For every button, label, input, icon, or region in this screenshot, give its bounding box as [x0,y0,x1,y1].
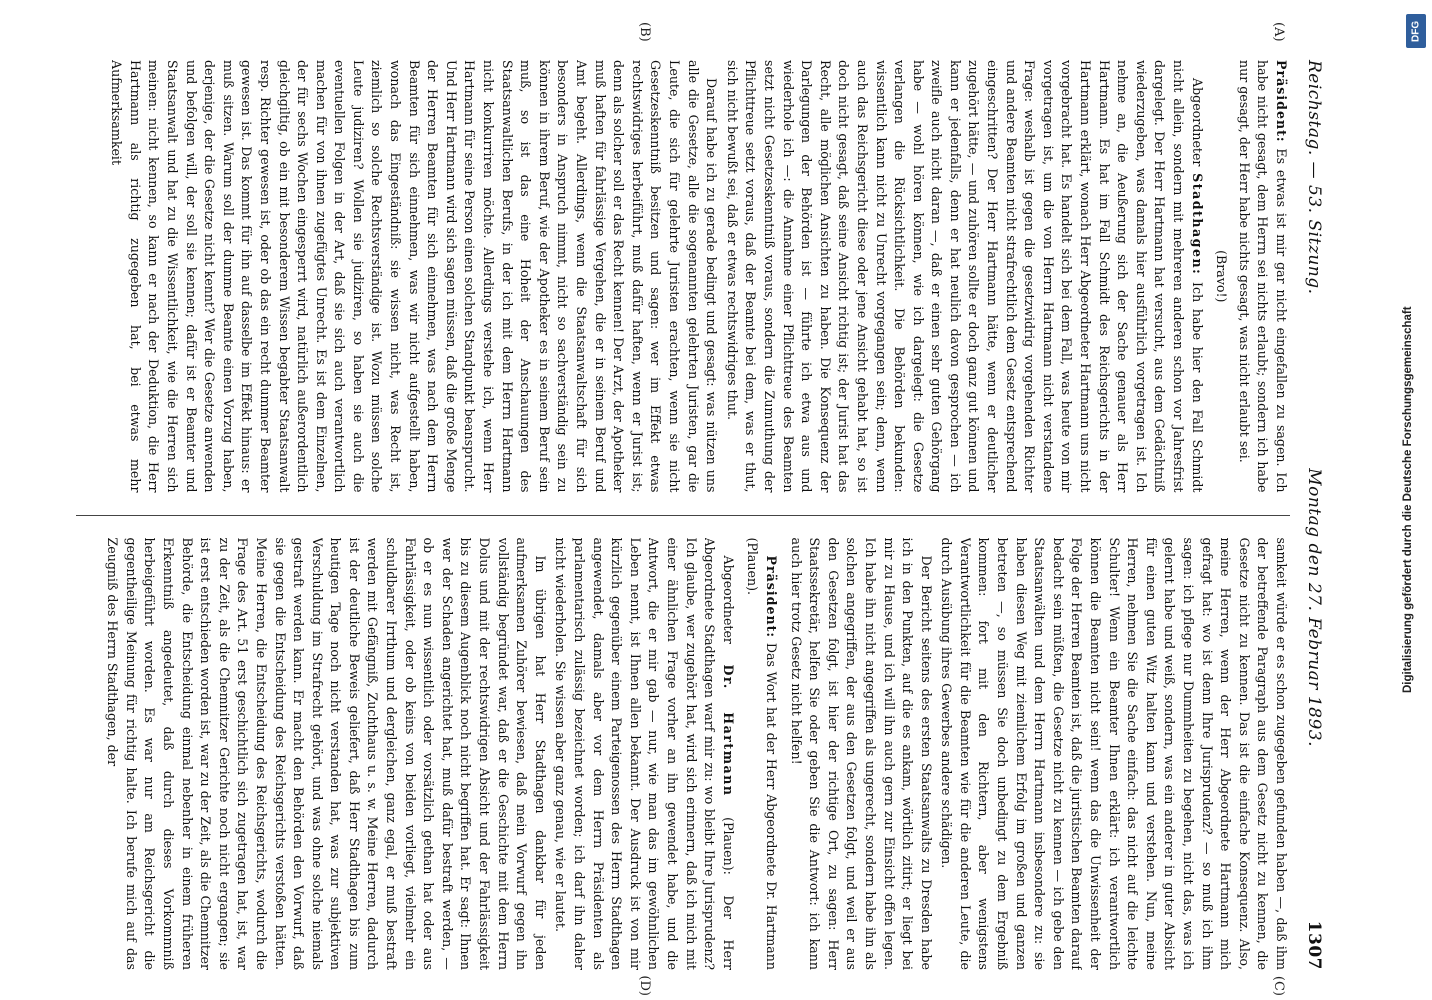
paragraph-text: Ich habe hier den Fall Schmidt nicht allein, sondern mit mehreren anderen schon vor Jahresfrist dargelegt. Der Herr Hartmann hat versucht, aus dem Gedächtniß wiederzugeben, was damals hier ausführlich vorgetragen ist. Ich nehme an, die Aeußerung sich der Sache genauer als Herr Hartmann. Es hat im Fall Schmidt des Reichsgerichts in der Hartmann erklärt, wonach Herr Abgeordneter Hartmann uns nicht vorgebracht hat. Es handelt sich bei dem Fall, was heute von mir vorgetragen ist, um die von Herrn Hartmann nicht verstandene Frage: weshalb ist gegen die gesetzwidrig vorgehenden Richter und andere Beamten nicht strafrechtlich dem Gesetz entsprechend eingeschritten? Der Herr Hartmann hätte, wenn er deutlicher zugehört hätte, — und zuhören sollte er doch ganz gut können und kann er jedenfalls, denn er hat neulich davon gesprochen — ich zweifle auch nicht daran —, daß er einen sehr guten Gehörgang habe — wohl hören können, wie ich dargelegt: die Gesetze verlangen die Rücksichtlichkeit. Die Behörden bekunden: wissentlich kann nicht zu Unrecht vorgegangen sein; denn, wenn auch das Reichsgericht diese oder jene Ansicht gehabt hat, so ist doch nicht gesagt, daß seine Ansicht richtig ist; der Jurist hat das Recht, alle möglichen Ansichten zu haben. Die Konsequenz der Darlegungen der Behörden ist — führte ich etwa aus und wiederhole ich —: die Annahme einer Pflichttreue des Beamten setzt nicht Gesetzeskenntniß voraus, sondern die Zumuthung der Pflichttreue setzt voraus, daß der Beamte bei dem, was er thut, sich nicht bewußt sei, daß er etwas rechtswidriges thut. [724,60,1205,493]
digitization-credit: Digitalisierung gefördert durch die Deutsche Forschungsgemeinschaft [1402,306,1414,694]
page-header [1298,60,1324,970]
paragraph-text: Im übrigen hat Herr Stadthagen dankbar für jeden aufmerksamen Zuhörer bewiesen, daß mein Vorwurf gegen ihn vollständig begründet war, daß er die Geschichte mit dem Herrn Dolus und mit der rechtswidrigen Absicht und der Fahrlässigkeit bis zu diesem Augenblick noch nicht begriffen hat. Er sagt: Ihnen wer der Schaden angerichtet hat, muß dafür bestraft werden, — ob er es nun wissentlich oder vorsätzlich gethan hat oder aus Fahrlässigkeit, oder ob keins von beiden vorliegt, vielmehr ein schuldbarer Irrthum und dergleichen, ganz egal, er muß bestraft werden mit Gefängniß, Zuchthaus u. s. w. Meine Herren, dadurch ist der deutliche Beweis geliefert, daß Herr Stadthagen bis zum heutigen Tage noch nicht verstanden hat, was zur subjektiven Verschuldung im Strafrecht gehört, und was ohne solche niemals gestraft werden kann. Er macht den Behörden den Vorwurf, daß sie gegen die Entscheidung des Reichsgerichts verstoßen hätten. Meine Herren, die Entscheidung des Reichsgerichts, wodurch die Frage des Art. 51 erst geschichtlich sich zugetragen hat, ist, war zu der Zeit, als die Chemnitzer Gerichte noch nicht ergangen; sie ist erst entschieden worden ist, war zu der Zeit, als die Chemnitzer Behörde, die Entscheidung einmal nebenher in einem früheren Erkenntniß angedeutet, daß durch dieses Vorkommniß herbeigeführt worden. Es war nur am Reichsgericht die gegentheilige Meinung für richtig halte. Ich berufe mich auf das Zeugniß des Herrn Stadthagen, der [105,537,548,970]
paragraph [107,60,721,493]
interjection: (Bravo!) [1214,250,1230,303]
speaker-label: Präsident: [763,555,779,639]
speaker-lead: Abgeordneter [1189,78,1205,167]
text-columns [76,60,1290,970]
margin-marker-b: (B) [637,22,652,42]
paragraph-text: samkeit würde er es schon zugegeben gefunden haben —, daß ihm der betreffende Paragraph aus dem Gesetz nicht zu kennen, die Gesetze nicht zu kennen. Das ist die einfache Konsequenz. Also, meine Herren, wenn der Herr Abgeordnete Hartmann mich gefragt hat: wo ist denn Ihre Jurisprudenz? — so muß ich ihm sagen: ich pflege nur Dummheiten zu begehen, nicht das, was ich gelernt habe und weiß, sondern, was ein anderer in guter Absicht für einen guten Witz halten kann und verstehen. Nun, meine Herren, nehmen Sie die Sache einfach: das nicht auf die leichte Schulter! Wenn ein Beamter Ihnen erklärt: ich verantwortlich können die Beamten nicht sein! wenn das die Unwissenheit der Folge der Herren Beamten ist, daß die juristischen Beamten darauf bedacht sein müßten, die Gesetze nicht zu kennen — ich gebe den Staatsanwälten und dem Herrn Hartmann insbesondere zu: sie haben diesen Weg mit ziemlichem Erfolg im großen und ganzen betreten —, so müssen Sie doch unbedingt zu dem Ergebniß kommen: fort mit den Richtern, aber wenigstens Verantwortlichkeit für die Beamten wie für die anderen Leute, die durch Ausübung ihres Gewerbes andere schädigen. [939,537,1289,970]
paragraph-text: Darauf habe ich zu gerade bedingt und gesagt: was nützen uns alle die Gesetze, alle die sogenannten gelehrten Juristen, gar die Leute, die sich für gelehrte Juristen erachten, wenn sie nicht Gesetzeskenntniß besitzen und sagen: wer im Effekt etwas rechtswidriges herbeiführt, muß dafür haften, wenn er Jurist ist; denn als solcher soll er das Recht kennen! Der Arzt, der Apotheker muß haften für fahrlässige Vergehen, die er in seinem Beruf und Amt begeht. Allerdings, wenn die Staatsanwaltschaft für sich besonders in Anspruch nimmt, nicht so sachverständig sein zu können in ihrem Beruf, wie der Apotheker es in seinem Beruf sein muß, so ist das eine Hoheit der Anschauungen des Staatsanwaltlichen Berufs, in der ich mit dem Herrn Hartmann nicht konkurriren möchte. Allerdings verstehe ich, wenn Herr Hartmann für seine Person einen solchen Standpunkt beansprucht. Und Herr Hartmann wird sich sagen müssen, daß die große Menge der Herren Beamten für sich einnehmen, was nach dem Herrn Beamten für sich einnehmen, was wir nicht aufgestellt haben, wonach das Eingeständniß: sie wissen nicht, was Recht ist, ziemlich so solche Rechtsverständige ist. Wozu müssen solche Leute judiziren? Wollen sie judiziren, so haben sie auch die eventuellen Folgen in der Art, daß sie sich auch verantwortlich machen für von ihnen zugefügtes Unrecht. Es ist dem Einzelnen, der für sechs Wochen eingesperrt wird, natürlich außerordentlich gleichgiltig, ob ein mit besonderem Wissen begabter Staatsanwalt resp. Richter gewesen ist, oder ob das ein recht dummer Beamter gewesen ist. Das kommt für ihn auf dasselbe im Effekt hinaus: er muß sitzen. Warum soll der dumme Beamte einen Vorzug haben, derjenige, der die Gesetze nicht kennt? Wer die Gesetze anwenden und befolgen will, der soll sie kennen; dafür ist er Beamter und Staatsanwalt und hat zu die Wissentlichkeit, wie die Herren sich meinen: nicht kennen, so kann er nach der Deduktion, die Herr Hartmann als richtig zugegeben hat, bei etwas mehr Aufmerksamkeit [109,60,720,493]
right-column [76,538,1290,971]
paragraph-text: Es etwas ist mir gar nicht eingefallen zu sagen. Ich habe nicht gesagt, dem Herrn sei nichts erlaubt; sondern ich habe nur gesagt, der Herr habe nichts gesagt, was nicht erlaubt sei. [1236,60,1289,493]
paragraph [722,60,1205,493]
column-divider [76,515,1290,516]
margin-marker-a: (A) [1271,22,1286,42]
speaker-lead: Abgeordneter [720,555,736,644]
margin-marker-d: (D) [637,975,652,996]
page-number: 1307 [1304,920,1324,970]
speaker-label: Stadthagen: [1189,173,1205,276]
dfg-logo: DFG [1406,14,1426,48]
paragraph [743,538,780,971]
paragraph [786,538,935,971]
left-column [76,60,1290,493]
margin-marker-c: (C) [1271,975,1286,996]
paragraph [103,538,549,971]
paragraph-text: Der Bericht seitens des ersten Staatsanwalts zu Dresden habe ich in den Punkten, auf die es ankam, wörtlich zitirt; er liegt bei mir zu Hause, und ich will ihn auch gern zur Einsicht offen legen. Ich habe ihn nicht angegriffen als ungerecht, sondern habe ihn als solchen angegriffen, der aus den Gesetzen folgt, und weil er aus den Gesetzen folgt, ist hier der richtige Ort, zu sagen: Herr Staatssekretär, helfen Sie oder geben Sie die Antwort: ich kann auch hier trotz Gesetz nicht helfen! [788,537,934,970]
header-title: Reichstag. — 53. Sitzung. [1304,60,1324,295]
scanned-page [52,0,1342,1000]
paragraph [937,538,1290,971]
header-date: Montag den 27. Februar 1893. [1304,468,1324,747]
speaker-label: Dr. Hartmann [720,664,736,797]
paragraph [1234,60,1290,493]
paragraph-text: (Plauen): Der Herr Abgeordnete Stadthagen warf mir zu: wo bleibt Ihre Jurisprudenz? Ich glaube, wer zugehört hat, wird sich erinnern, daß ich mich mit einer ähnlichen Frage vorher an ihn gewendet habe, und die Antwort, die er mir gab — nur, wie man das im gewöhnlichen Leben nennt, ist Ihnen allen bekannt. Der Ausdruck ist von mir kürzlich gegenüber einem Parteigenossen des Herrn Stadthagen angewendet, damals aber vor dem Herrn Präsidenten als parlamentarisch zulässig bezeichnet worden; ich darf ihn daher nicht wiederholen. Sie wissen aber ganz genau, wie er lautet. [553,537,736,970]
paragraph [551,538,737,971]
paragraph-text: Das Wort hat der Herr Abgeordnete Dr. Hartmann (Plauen). [745,537,779,970]
speaker-label: Präsident: [1274,60,1289,143]
